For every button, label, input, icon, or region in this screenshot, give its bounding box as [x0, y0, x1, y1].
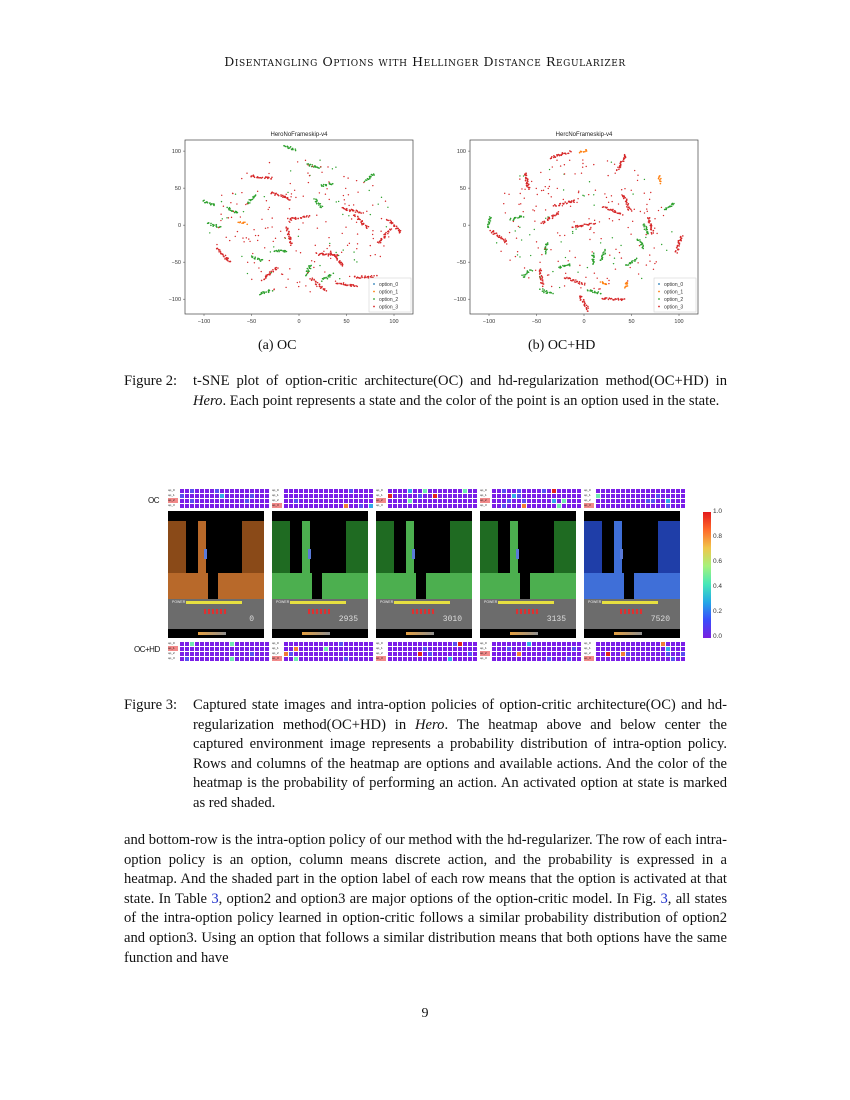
score: 0	[249, 615, 254, 624]
oc-heatmap	[284, 489, 373, 508]
option-row-label: op_1	[376, 646, 383, 650]
game-screenshot	[480, 511, 576, 638]
y-tick-label: −50	[456, 260, 466, 267]
y-tick-label: 0	[462, 223, 466, 230]
power-label: POWER	[276, 600, 290, 604]
caption-text: . The heatmap above and below center the captured environment image represents a probability distribution of intra-option policy. Rows and columns of the heatmap are options and available actions. And the color of the heatmap is the probability of performing an action. An activated option at state is marked as red shaded.	[193, 716, 727, 811]
x-tick-label: 100	[389, 319, 399, 325]
option-row-label: op_0	[376, 488, 383, 492]
chart-title: HercNoFrameskip-v4	[555, 132, 613, 138]
power-label: POWER	[172, 600, 186, 604]
option-row-label: op_2	[168, 498, 178, 503]
paragraph-text: and bottom-row is the intra-option policy of our method with the hd-regularizer. The row of each intra-option policy is an option, column means discrete action, and the probability is expressed in a heatmap. And the shaded part in the option label of each row means that the option is activated at that state. In Table	[124, 832, 727, 907]
power-label: POWER	[380, 600, 394, 604]
legend-entry: option_1	[379, 289, 399, 296]
state-panel	[272, 488, 368, 663]
scatter-chart	[152, 128, 422, 338]
scatter-chart	[437, 128, 707, 338]
page-number: 9	[421, 1006, 429, 1021]
option-row-label: op_1	[480, 493, 487, 497]
figure3-caption	[124, 696, 727, 814]
state-panel	[480, 488, 576, 663]
subfigure-label-b: (b) OC+HD	[528, 338, 596, 353]
x-tick-label: 0	[582, 319, 586, 325]
option-row-label: op_0	[272, 488, 279, 492]
x-tick-label: −50	[531, 319, 542, 325]
legend-entry: option_0	[379, 282, 399, 288]
option-labels	[480, 641, 490, 661]
paragraph-text: , all states of the intra-option policy learned in option-critic follows a similar probability distribution of option2 and option3. Using an option that follows a similar distribution means that both options have the same function and have	[124, 890, 727, 966]
colorbar-tick: 0.4	[713, 583, 723, 590]
tsne-plot-oc-hd	[437, 128, 707, 338]
x-tick-label: 50	[628, 319, 635, 325]
caption-text: Captured state images and intra-option policies of option-critic architecture(OC) and hd-regularization method(OC+HD) in	[193, 697, 727, 733]
option-labels	[168, 488, 178, 508]
option-row-label: op_3	[272, 656, 282, 661]
option-row-label: op_0	[168, 488, 175, 492]
colorbar-tick: 0.8	[713, 533, 723, 540]
option-row-label: op_3	[480, 656, 487, 660]
caption-emphasis: Hero	[193, 392, 223, 409]
oc-hd-heatmap	[388, 642, 477, 661]
oc-hd-heatmap	[596, 642, 685, 661]
option-row-label: op_0	[480, 641, 487, 645]
game-screenshot	[376, 511, 472, 638]
colorbar	[703, 512, 711, 638]
figure3-panels	[134, 488, 760, 663]
option-labels	[584, 488, 594, 508]
state-panel	[584, 488, 680, 663]
option-row-label: op_0	[376, 641, 383, 645]
row-label-oc-hd: OC+HD	[134, 645, 160, 654]
paragraph-text: , option2 and option3 are major options of the option-critic model. In Fig.	[218, 890, 661, 907]
caption-emphasis: Hero	[415, 716, 445, 733]
option-row-label: op_2	[376, 498, 386, 503]
legend-entry: option_2	[379, 297, 399, 303]
y-tick-label: 100	[456, 149, 466, 156]
colorbar-tick: 0.0	[713, 633, 723, 640]
caption-text: . Each point represents a state and the color of the point is an option used in the state.	[222, 392, 720, 409]
x-tick-label: 50	[343, 319, 350, 325]
option-row-label: op_2	[272, 498, 279, 502]
legend-entry: option_3	[379, 304, 399, 311]
legend-entry: option_0	[664, 282, 684, 288]
option-row-label: op_1	[584, 493, 591, 497]
option-row-label: op_1	[272, 493, 279, 497]
body-paragraph	[124, 831, 727, 968]
oc-heatmap	[388, 489, 477, 508]
game-screenshot	[168, 511, 264, 638]
option-row-label: op_0	[480, 488, 487, 492]
chart-legend	[654, 278, 696, 312]
option-row-label: op_3	[168, 503, 175, 507]
running-header: Disentangling Options with Hellinger Distance Regularizer	[224, 54, 626, 69]
option-labels	[480, 488, 490, 508]
y-tick-label: −100	[453, 297, 466, 304]
option-row-label: op_2	[376, 651, 383, 655]
option-row-label: op_0	[168, 641, 175, 645]
option-row-label: op_0	[272, 641, 279, 645]
option-labels	[168, 641, 178, 661]
score: 7520	[650, 615, 670, 624]
option-labels	[272, 488, 282, 508]
legend-entry: option_2	[664, 297, 684, 303]
option-row-label: op_0	[584, 641, 591, 645]
option-row-label: op_3	[584, 503, 594, 508]
option-row-label: op_3	[376, 503, 383, 507]
power-label: POWER	[484, 600, 498, 604]
option-row-label: op_3	[272, 503, 282, 508]
x-tick-label: −100	[482, 319, 496, 325]
y-tick-label: 0	[177, 223, 181, 230]
option-row-label: op_3	[584, 656, 594, 661]
x-tick-label: −100	[197, 319, 211, 325]
figure2-caption	[124, 372, 727, 411]
caption-text: t-SNE plot of option-critic architecture(OC) and hd-regularization method(OC+HD) in	[193, 373, 727, 389]
score: 3135	[546, 615, 566, 624]
power-label: POWER	[588, 600, 602, 604]
option-row-label: op_2	[480, 498, 490, 503]
game-screenshot	[584, 511, 680, 638]
table-reference-link[interactable]: 3	[211, 890, 219, 907]
option-row-label: op_1	[480, 646, 487, 650]
option-row-label: op_1	[584, 646, 591, 650]
x-tick-label: 100	[674, 319, 684, 325]
option-row-label: op_2	[480, 651, 490, 656]
x-tick-label: 0	[297, 319, 301, 325]
option-labels	[584, 641, 594, 661]
option-row-label: op_0	[584, 488, 591, 492]
row-label-oc: OC	[148, 496, 159, 505]
oc-heatmap	[180, 489, 269, 508]
option-row-label: op_3	[168, 656, 175, 660]
option-row-label: op_3	[376, 656, 386, 661]
oc-heatmap	[492, 489, 581, 508]
option-row-label: op_2	[584, 498, 591, 502]
option-labels	[272, 641, 282, 661]
figure-label: Figure 2:	[124, 373, 178, 389]
option-row-label: op_1	[168, 493, 175, 497]
subfigure-label-a: (a) OC	[258, 338, 297, 353]
option-labels	[376, 488, 386, 508]
state-panel	[376, 488, 472, 663]
score: 3010	[442, 615, 462, 624]
figure-label: Figure 3:	[124, 697, 178, 713]
oc-hd-heatmap	[284, 642, 373, 661]
oc-hd-heatmap	[492, 642, 581, 661]
state-panel	[168, 488, 264, 663]
option-row-label: op_2	[168, 651, 175, 655]
colorbar-tick: 0.6	[713, 558, 723, 565]
option-row-label: op_3	[480, 503, 487, 507]
y-tick-label: 100	[171, 149, 181, 156]
game-screenshot	[272, 511, 368, 638]
option-row-label: op_1	[376, 493, 383, 497]
option-row-label: op_1	[168, 646, 178, 651]
y-tick-label: −50	[171, 260, 181, 267]
y-tick-label: 50	[459, 186, 466, 193]
legend-entry: option_1	[664, 289, 684, 296]
option-row-label: op_1	[272, 646, 279, 650]
figure-reference-link[interactable]: 3	[660, 890, 668, 907]
y-tick-label: −100	[168, 297, 181, 304]
colorbar-tick: 1.0	[713, 508, 723, 515]
tsne-plot-oc	[152, 128, 422, 338]
chart-title: HeroNoFrameskip-v4	[270, 132, 328, 138]
oc-heatmap	[596, 489, 685, 508]
colorbar-tick: 0.2	[713, 608, 723, 615]
oc-hd-heatmap	[180, 642, 269, 661]
score: 2935	[338, 615, 358, 624]
y-tick-label: 50	[174, 186, 181, 193]
chart-legend	[369, 278, 411, 312]
option-row-label: op_2	[584, 651, 591, 655]
legend-entry: option_3	[664, 304, 684, 311]
x-tick-label: −50	[246, 319, 257, 325]
option-labels	[376, 641, 386, 661]
option-row-label: op_2	[272, 651, 279, 655]
